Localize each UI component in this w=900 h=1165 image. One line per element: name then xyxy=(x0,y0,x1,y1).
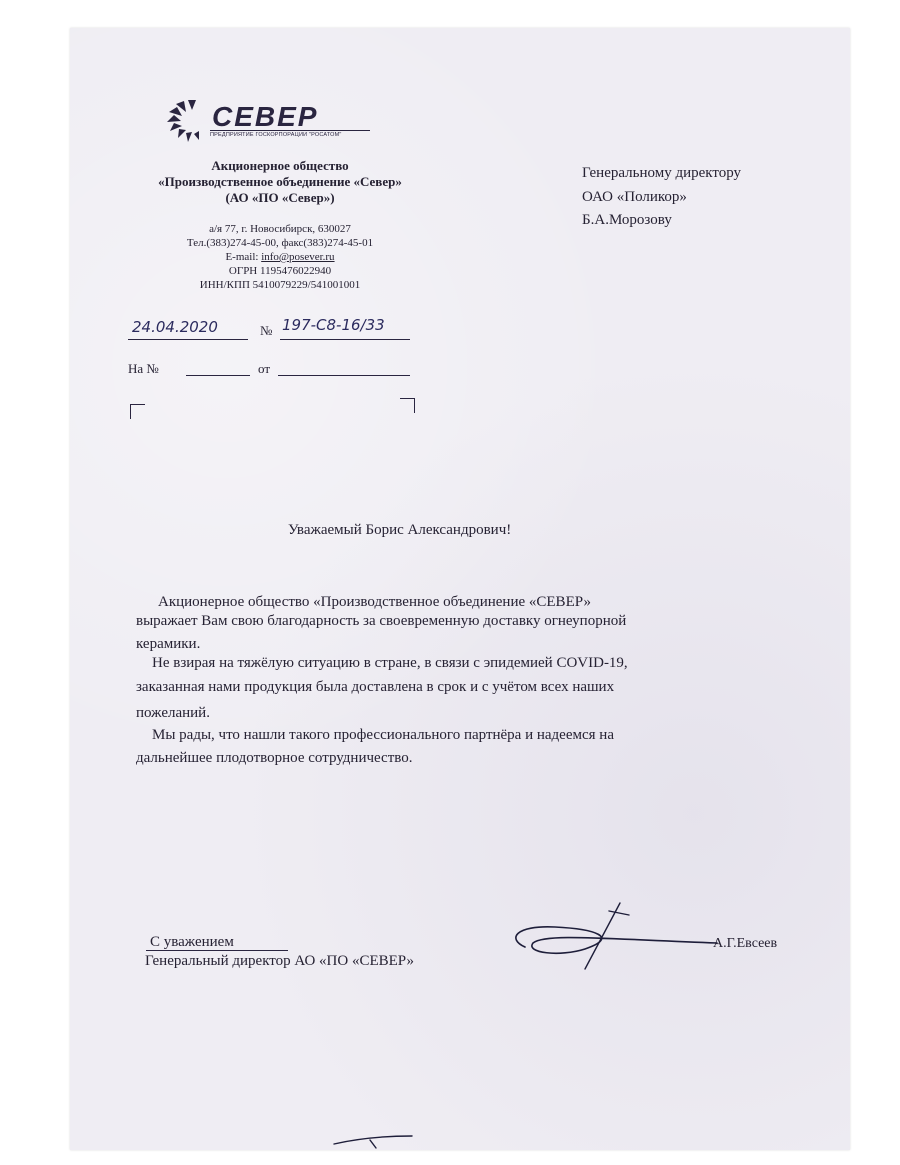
body-line: Акционерное общество «Производственное объединение «СЕВЕР» xyxy=(158,594,591,610)
org-name-line-2: «Производственное объединение «Север» xyxy=(158,174,402,189)
org-phone: Тел.(383)274-45-00, факс(383)274-45-01 xyxy=(186,237,374,249)
body-line: Не взирая на тяжёлую ситуацию в стране, в связи с эпидемией COVID-19, xyxy=(152,655,628,671)
bottom-pen-mark xyxy=(330,1130,420,1150)
org-address: а/я 77, г. Новосибирск, 630027 xyxy=(209,223,351,235)
logo-tagline: ПРЕДПРИЯТИЕ ГОСКОРПОРАЦИИ "РОСАТОМ" xyxy=(210,130,370,138)
email-link[interactable]: info@posever.ru xyxy=(261,251,335,263)
handwritten-date: 24.04.2020 xyxy=(132,318,218,336)
body-line: керамики. xyxy=(136,636,201,652)
body-line: пожеланий. xyxy=(136,705,210,721)
addressee-line-2: ОАО «Поликор» xyxy=(582,189,687,205)
org-ogrn: ОГРН 1195476022940 xyxy=(228,265,332,277)
addressee-line-1: Генеральному директору xyxy=(582,165,742,181)
addressee-line-3: Б.А.Морозову xyxy=(582,212,672,228)
corner-bracket-right xyxy=(400,398,415,413)
body-line: выражает Вам свою благодарность за своевременную доставку огнеупорной xyxy=(136,613,627,629)
date-underline xyxy=(128,339,248,340)
ref-date-label: от xyxy=(258,361,271,376)
logo-emblem-icon xyxy=(167,100,199,142)
body-line: Мы рады, что нашли такого профессионального партнёра и надеемся на xyxy=(152,727,614,743)
org-name-line-3: (АО «ПО «Север») xyxy=(225,190,335,205)
number-underline xyxy=(280,339,410,340)
handwritten-number: 197-С8-16/33 xyxy=(282,316,385,334)
ref-number-line xyxy=(186,375,250,376)
letter-greeting: Уважаемый Борис Александрович! xyxy=(288,522,512,538)
handwritten-signature xyxy=(505,895,720,975)
signer-title: Генеральный директор АО «ПО «СЕВЕР» xyxy=(145,953,415,969)
corner-bracket-left xyxy=(130,404,145,419)
closing-underline xyxy=(146,950,288,951)
ref-number-label: На № xyxy=(128,361,159,376)
org-inn-kpp: ИНН/КПП 5410079229/541001001 xyxy=(199,279,361,291)
body-line: заказанная нами продукция была доставлена в срок и с учётом всех наших xyxy=(136,679,615,695)
number-sign: № xyxy=(260,323,273,338)
org-email xyxy=(140,250,420,264)
org-name-line-1: Акционерное общество xyxy=(211,158,349,173)
signer-name: А.Г.Евсеев xyxy=(713,936,778,951)
ref-date-line xyxy=(278,375,410,376)
body-line: дальнейшее плодотворное сотрудничество. xyxy=(136,750,413,766)
logo-text: СЕВЕР xyxy=(212,101,319,132)
email-label: E-mail: xyxy=(225,251,262,263)
closing-phrase: С уважением xyxy=(150,934,234,950)
